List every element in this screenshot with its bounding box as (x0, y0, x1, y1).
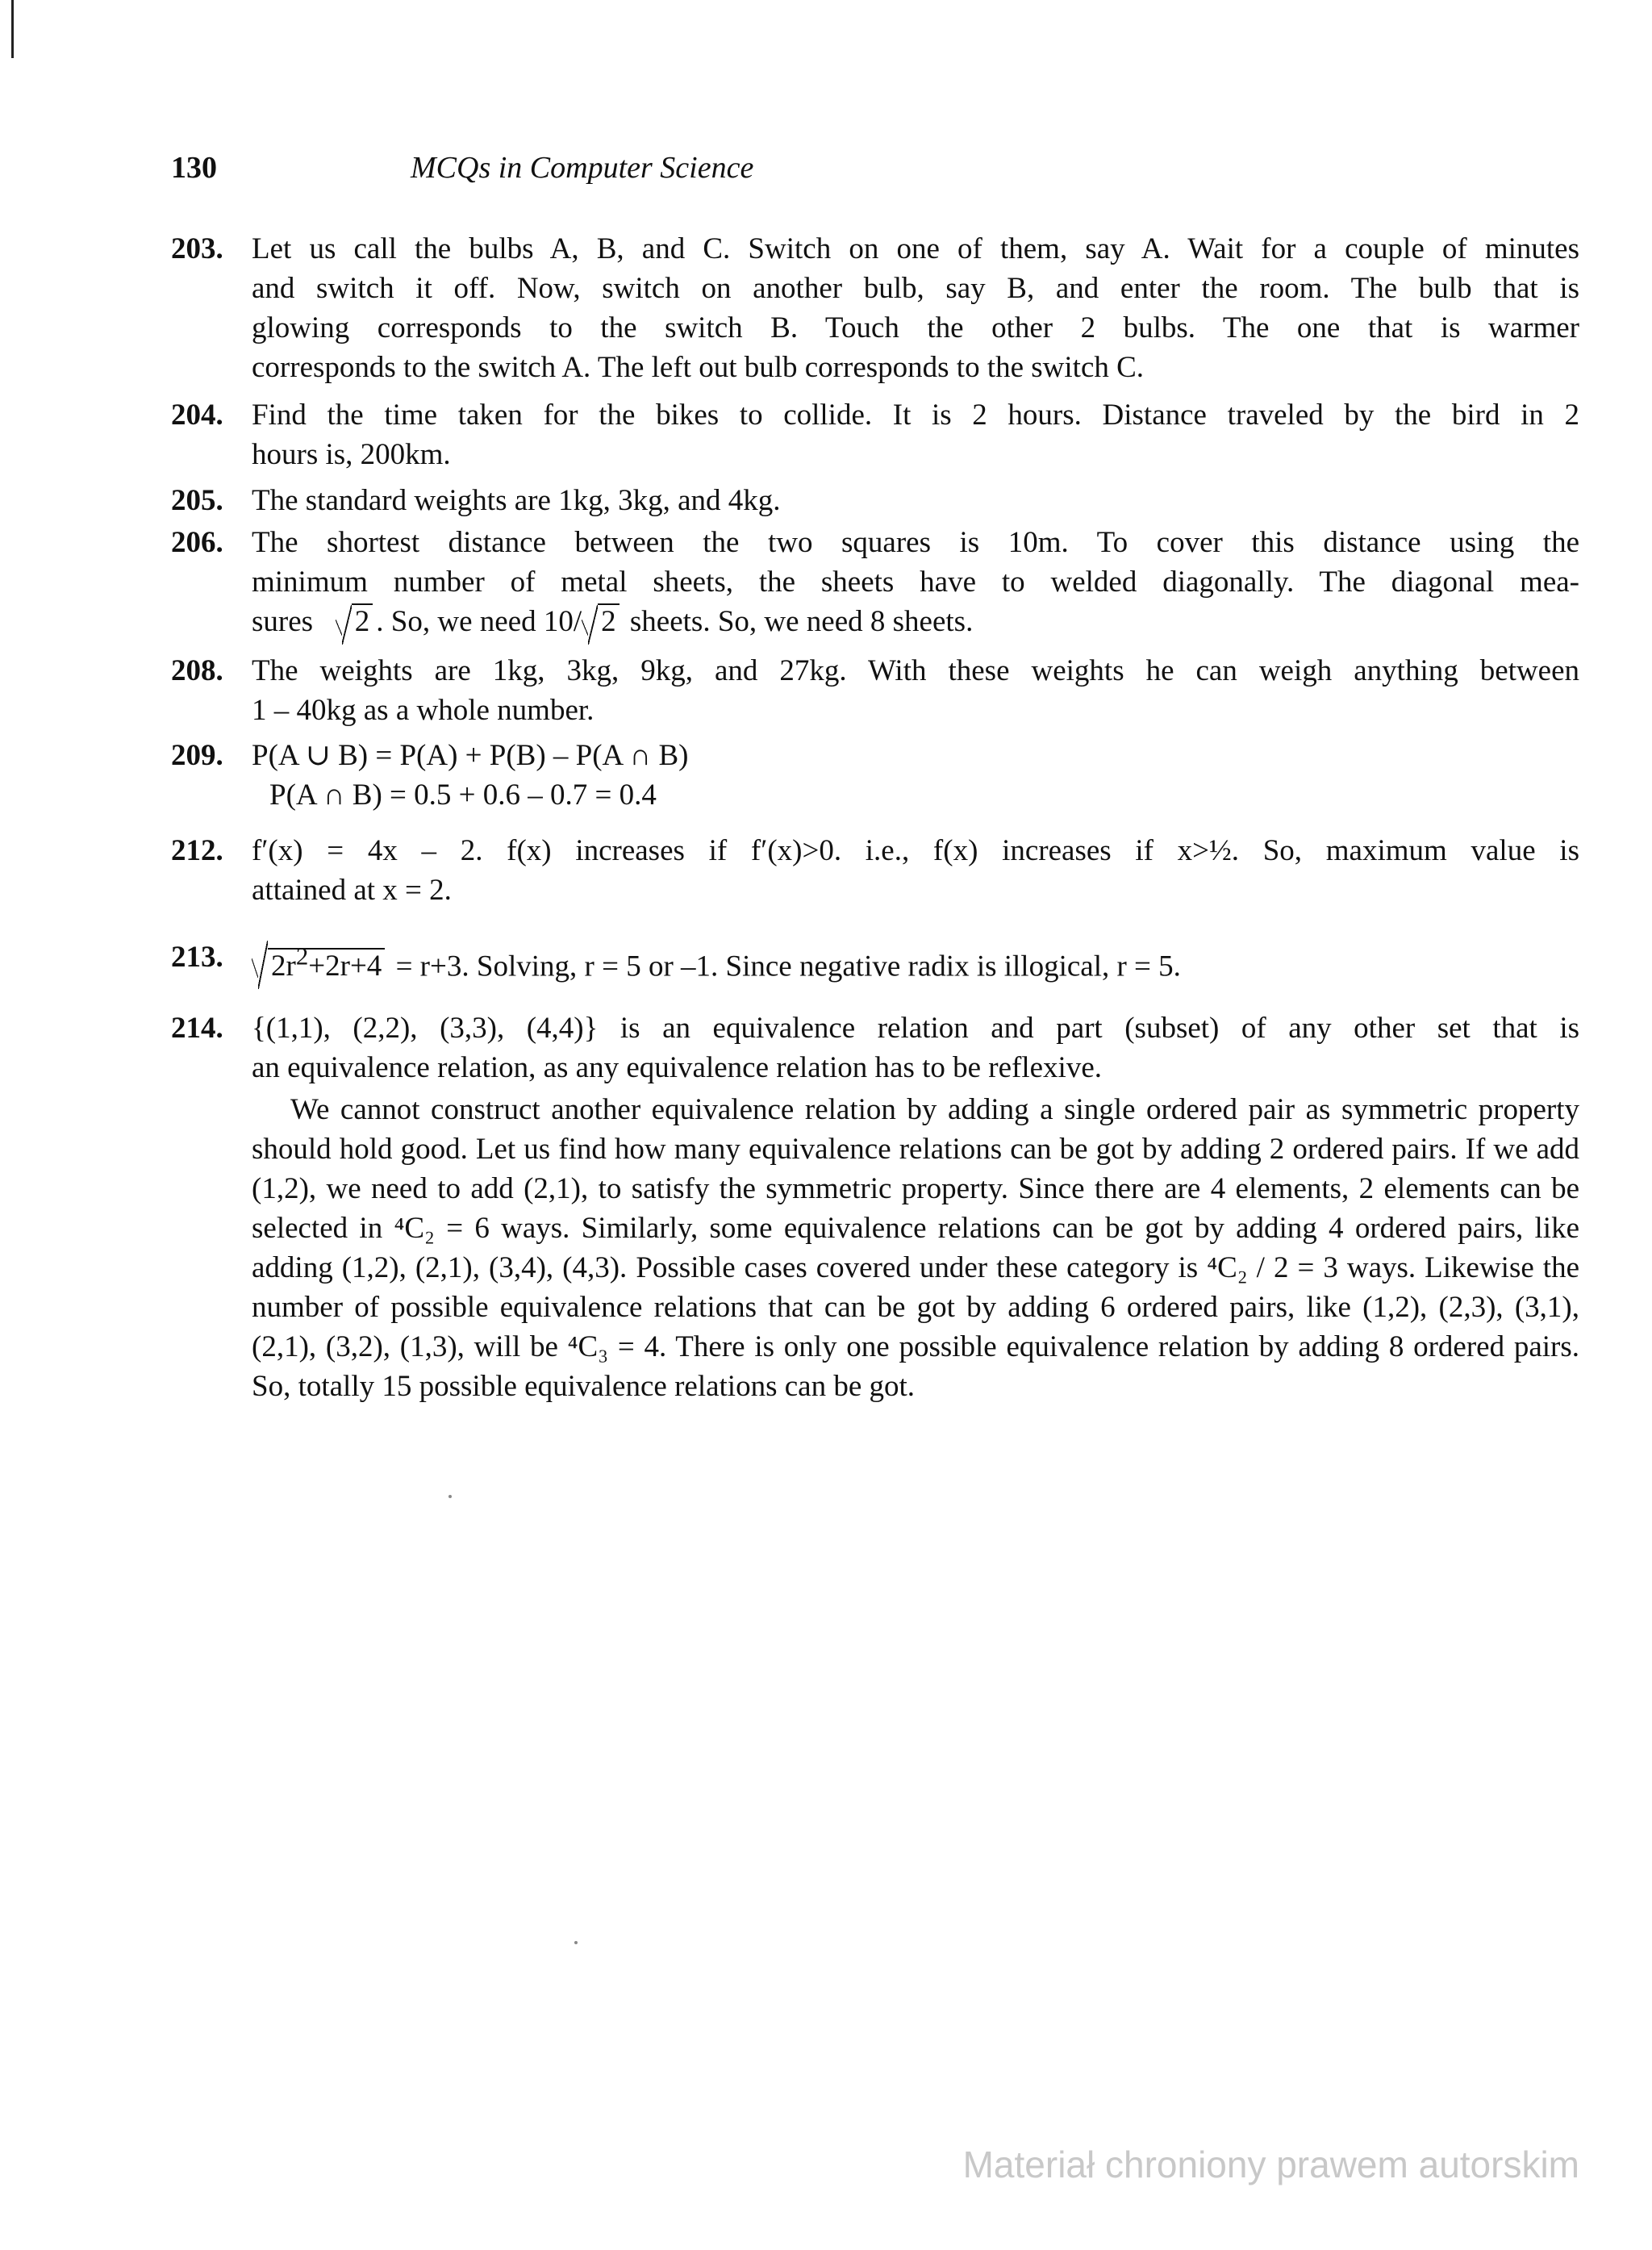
text-line: {(1,1), (2,2), (3,3), (4,4)} is an equivalence relation and part (subset) of any other set that is (252, 1012, 1579, 1045)
answer-number: 208. (171, 654, 223, 687)
radicand: 2 (598, 603, 620, 638)
square-root (252, 937, 385, 986)
answer-208 (171, 651, 1579, 730)
answer-203 (171, 229, 1579, 387)
answer-number: 214. (171, 1012, 223, 1045)
text-segment: . So, we need 10/ (376, 605, 582, 638)
answer-212 (171, 831, 1579, 910)
radicand (268, 943, 385, 983)
text-segment: = r+3. Solving, r = 5 or –1. Since negative radix is illogical, r = 5. (388, 950, 1181, 983)
text-line: an equivalence relation, as any equivalence relation has to be reflexive. (252, 1051, 1103, 1084)
answer-text (252, 736, 1579, 815)
answer-text (252, 481, 1579, 520)
answer-205 (171, 481, 1579, 520)
radicand-part: +2r+4 (308, 950, 382, 983)
answer-214 (171, 1008, 1579, 1406)
book-title: MCQs in Computer Science (411, 151, 754, 185)
answer-number: 212. (171, 834, 223, 867)
scan-speck (448, 1495, 452, 1498)
square-root (582, 602, 620, 641)
text-line (252, 602, 1579, 641)
answer-paragraph: We cannot construct another equivalence relation by adding a single ordered pair as symmetric property should hold good. Let us find how many equivalence relations can be got by adding 2 ordered pairs. If we add (1,2), we need to add (2,1), to satisfy the symmetric property. Since there are 4 elements, 2 elements can be selected in ⁴C₂ = 6 ways. Similarly, some equivalence relations can be got by adding 4 ordered pairs, like adding (1,2), (2,1), (3,4), (4,3). Possible cases covered under these category is ⁴C₂ / 2 = 3 ways. Likewise the number of possible equivalence relations that can be got by adding 6 ordered pairs, like (1,2), (2,3), (3,1), (2,1), (3,2), (1,3), will be ⁴C₃ = 4. There is only one possible equivalence relation by adding 8 ordered pairs. So, totally 15 possible equivalence relations can be got. (252, 1093, 1579, 1403)
copyright-watermark: Materiał chroniony prawem autorskim (962, 2144, 1579, 2185)
answer-text (252, 229, 1579, 387)
text-line: Find the time taken for the bikes to collide. It is 2 hours. Distance traveled by the bird in 2 (252, 399, 1579, 432)
answer-number: 209. (171, 739, 223, 772)
answer-number: 213. (171, 941, 223, 974)
text-line: The weights are 1kg, 3kg, 9kg, and 27kg. With these weights he can weigh anything between (252, 654, 1579, 687)
radicand: 2 (352, 603, 373, 638)
answer-number: 206. (171, 526, 223, 559)
answer-number: 205. (171, 484, 223, 517)
answer-text (252, 523, 1579, 641)
answer-number: 203. (171, 232, 223, 265)
scan-speck (574, 1941, 578, 1944)
scan-edge-mark (11, 0, 14, 58)
page-header (171, 150, 754, 186)
text-line: minimum number of metal sheets, the sheets have to welded diagonally. The diagonal mea- (252, 566, 1579, 599)
answer-number: 204. (171, 399, 223, 432)
answer-213 (171, 937, 1579, 986)
text-line: The shortest distance between the two squares is 10m. To cover this distance using the (252, 526, 1579, 559)
square-root (336, 602, 373, 641)
text-segment: sheets. So, we need 8 sheets. (622, 605, 974, 638)
answer-text (252, 395, 1579, 474)
page-number: 130 (171, 151, 217, 185)
answer-204 (171, 395, 1579, 474)
radicand-part: 2r (271, 950, 296, 983)
text-line: The standard weights are 1kg, 3kg, and 4kg. (252, 484, 781, 517)
text-line: hours is, 200km. (252, 438, 451, 471)
answer-209 (171, 736, 1579, 815)
text-segment: sures (252, 605, 314, 638)
text-line: glowing corresponds to the switch B. Touch the other 2 bulbs. The one that is warmer (252, 311, 1579, 344)
equation-line: P(A ∪ B) = P(A) + P(B) – P(A ∩ B) (252, 739, 689, 772)
text-line: and switch it off. Now, switch on another bulb, say B, and enter the room. The bulb that is (252, 272, 1579, 305)
answer-206 (171, 523, 1579, 641)
answer-text (252, 651, 1579, 730)
equation-line: P(A ∩ B) = 0.5 + 0.6 – 0.7 = 0.4 (269, 779, 657, 812)
exponent: 2 (295, 943, 309, 971)
text-line: corresponds to the switch A. The left out bulb corresponds to the switch C. (252, 351, 1145, 384)
answer-text (252, 831, 1579, 910)
answer-text (252, 1008, 1579, 1087)
text-line: 1 – 40kg as a whole number. (252, 694, 594, 727)
text-line: Let us call the bulbs A, B, and C. Switch on one of them, say A. Wait for a couple of minutes (252, 232, 1579, 265)
answer-text (252, 937, 1579, 986)
text-line: attained at x = 2. (252, 874, 452, 907)
text-line: f′(x) = 4x – 2. f(x) increases if f′(x)>0. i.e., f(x) increases if x>½. So, maximum value is (252, 834, 1579, 867)
